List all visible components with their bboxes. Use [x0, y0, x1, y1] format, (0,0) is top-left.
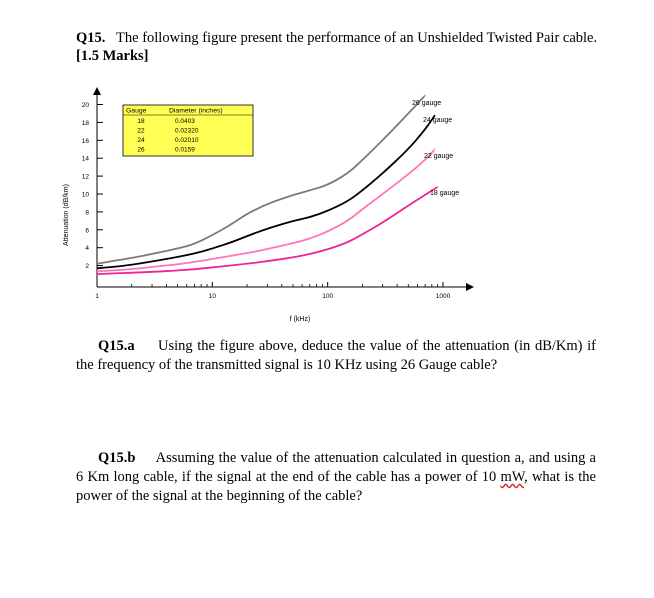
- curve-18-gauge: [97, 187, 438, 274]
- y-tick-label: 8: [85, 209, 89, 217]
- legend-diameter-cell: 0.02320: [175, 127, 199, 135]
- question-title: [76, 30, 616, 47]
- legend-diameter-cell: 0.0159: [175, 146, 195, 154]
- part-a: [76, 337, 596, 375]
- x-tick-label: 100: [322, 293, 334, 300]
- y-tick-label: 10: [81, 191, 89, 199]
- question-number: Q15.: [76, 30, 106, 46]
- curve-22-gauge: [97, 146, 435, 271]
- y-tick-label: 16: [81, 137, 89, 145]
- chart-legend: [123, 105, 253, 156]
- legend-header-gauge: Gauge: [126, 107, 147, 115]
- part-b: [76, 449, 596, 506]
- y-axis-label: Attenuation (dB/km): [63, 184, 70, 246]
- legend-gauge-cell: 24: [137, 137, 145, 144]
- y-tick-label: 20: [81, 102, 89, 109]
- y-tick-label: 6: [85, 227, 89, 235]
- legend-gauge-cell: 22: [137, 127, 145, 135]
- part-b-text-2: , what is the power of the signal at the beginning of the cable?: [76, 469, 596, 504]
- attenuation-chart: [60, 85, 480, 325]
- part-b-unit: mW: [500, 469, 525, 485]
- part-a-text: Using the figure above, deduce the value of the attenuation (in dB/Km) if the frequency of the transmitted signal is 10 KHz using 26 Gauge cable?: [76, 338, 597, 373]
- part-b-label: Q15.b: [98, 450, 136, 466]
- y-tick-label: 4: [85, 245, 89, 253]
- curve-label-18-gauge: 18 gauge: [430, 190, 460, 197]
- y-tick-label: 12: [81, 173, 89, 181]
- x-axis-label: f (kHz): [289, 316, 311, 323]
- curve-label-26-gauge: 26 gauge: [412, 100, 442, 107]
- legend-diameter-cell: 0.0403: [175, 118, 195, 125]
- x-tick-label: 10: [208, 293, 216, 300]
- y-tick-label: 14: [81, 155, 89, 163]
- x-tick-label: 1000: [435, 293, 451, 300]
- y-tick-label: 2: [85, 263, 89, 271]
- y-tick-label: 18: [81, 119, 89, 127]
- x-tick-label: 1: [95, 293, 99, 300]
- part-b-text-1: Assuming the value of the attenuation calculated in question a, and using a 6 Km long cable, if the signal at the end of the cable has a power of 10: [76, 450, 596, 485]
- question-text: The following figure present the performance of an Unshielded Twisted Pair cable.: [116, 30, 598, 46]
- part-a-label: Q15.a: [98, 338, 135, 354]
- legend-gauge-cell: 26: [137, 146, 145, 154]
- question-marks: [1.5 Marks]: [76, 48, 149, 64]
- legend-header-diameter: Diameter (inches): [169, 107, 223, 115]
- curve-label-24-gauge: 24 gauge: [423, 117, 453, 124]
- curve-label-22-gauge: 22 gauge: [424, 153, 454, 160]
- legend-diameter-cell: 0.02010: [175, 137, 199, 144]
- legend-gauge-cell: 18: [137, 118, 145, 125]
